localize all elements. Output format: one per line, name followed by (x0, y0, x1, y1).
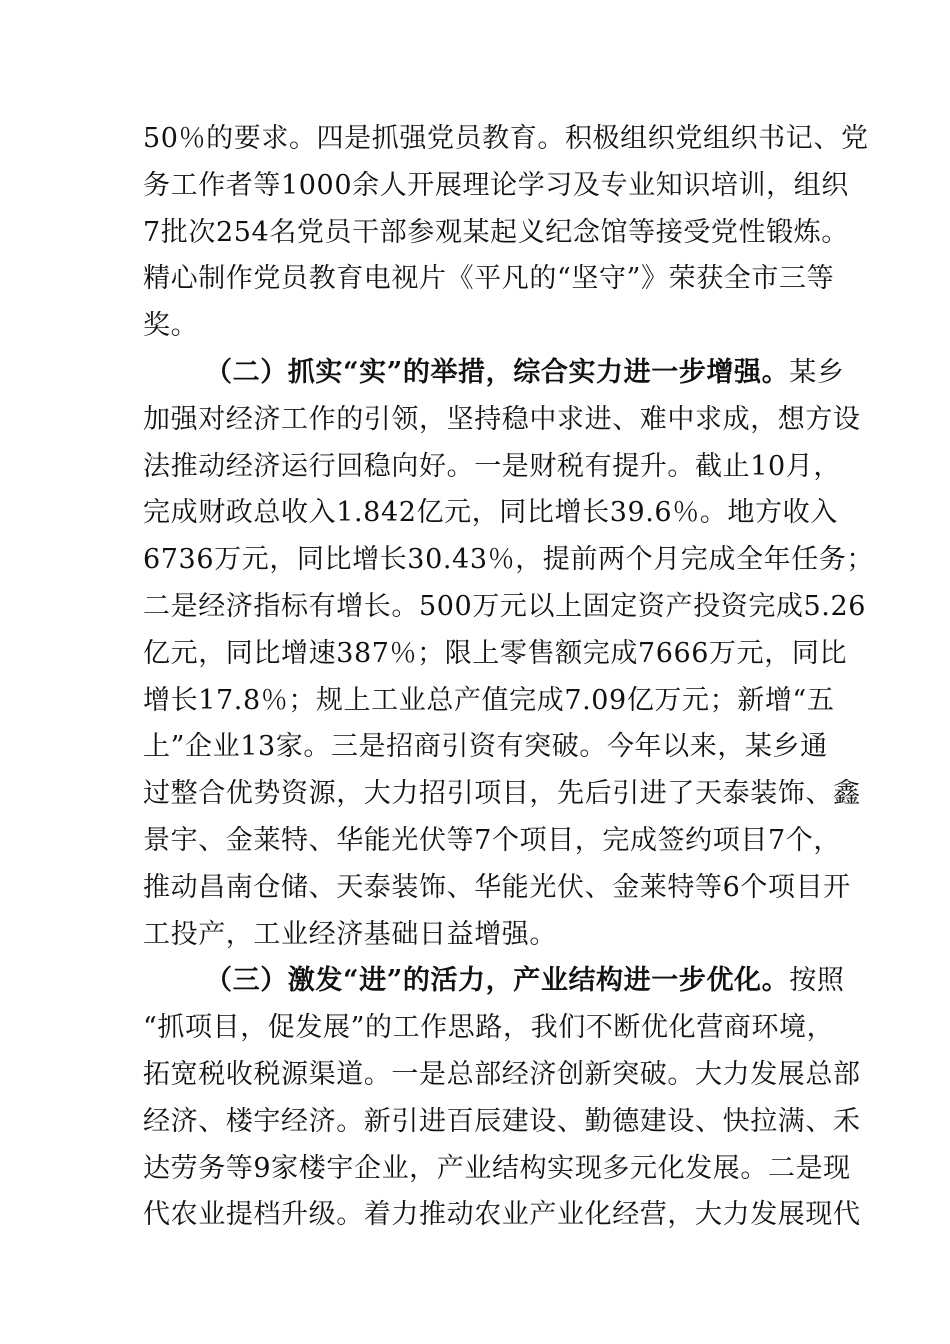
section-2-heading: （二）抓实“实”的举措，综合实力进一步增强。 (205, 356, 790, 388)
text-line: 务工作者等1000余人开展理论学习及专业知识培训，组织 (143, 169, 849, 201)
text-line: 达劳务等9家楼宇企业，产业结构实现多元化发展。二是现 (143, 1152, 851, 1184)
text-line: 精心制作党员教育电视片《平凡的“坚守”》荣获全市三等 (143, 263, 835, 295)
text-line: 工投产，工业经济基础日益增强。 (143, 918, 557, 950)
section-3-heading: （三）激发“进”的活力，产业结构进一步优化。 (205, 965, 790, 997)
text-line: 完成财政总收入1.842亿元，同比增长39.6％。地方收入 (143, 497, 838, 529)
text-line: 6736万元，同比增长30.43％，提前两个月完成全年任务； (143, 544, 875, 576)
section-2-first-line (143, 350, 845, 397)
text-line: 拓宽税收税源渠道。一是总部经济创新突破。大力发展总部 (143, 1058, 861, 1090)
text-line: 推动昌南仓储、天泰装饰、华能光伏、金莱特等6个项目开 (143, 871, 851, 903)
text-line: 上”企业13家。三是招商引资有突破。今年以来，某乡通 (143, 731, 828, 763)
text-line: 景宇、金莱特、华能光伏等7个项目，完成签约项目7个， (143, 824, 841, 856)
text-line: 经济、楼宇经济。新引进百辰建设、勤德建设、快拉满、禾 (143, 1105, 861, 1137)
text-line: 二是经济指标有增长。500万元以上固定资产投资完成5.26 (143, 590, 867, 622)
text-line: 过整合优势资源，大力招引项目，先后引进了天泰装饰、鑫 (143, 778, 861, 810)
text-line: 亿元，同比增速387％；限上零售额完成7666万元，同比 (143, 637, 848, 669)
text-line: 7批次254名党员干部参观某起义纪念馆等接受党性锻炼。 (143, 216, 849, 248)
section-3-first-line (143, 958, 845, 1005)
section-2-lead-text: 某乡 (789, 356, 845, 388)
text-line: 代农业提档升级。着力推动农业产业化经营，大力发展现代 (143, 1199, 861, 1231)
section-3-lead-text: 按照 (789, 965, 845, 997)
text-line: 50％的要求。四是抓强党员教育。积极组织党组织书记、党 (143, 123, 869, 154)
text-line: 法推动经济运行回稳向好。一是财税有提升。截止10月， (143, 450, 841, 482)
text-line: 增长17.8％；规上工业总产值完成7.09亿万元；新增“五 (143, 684, 835, 716)
document-body (143, 116, 875, 1239)
text-line: “抓项目，促发展”的工作思路，我们不断优化营商环境， (143, 1012, 835, 1044)
text-line: 加强对经济工作的引领，坚持稳中求进、难中求成，想方设 (143, 403, 861, 435)
text-line: 奖。 (143, 310, 199, 342)
